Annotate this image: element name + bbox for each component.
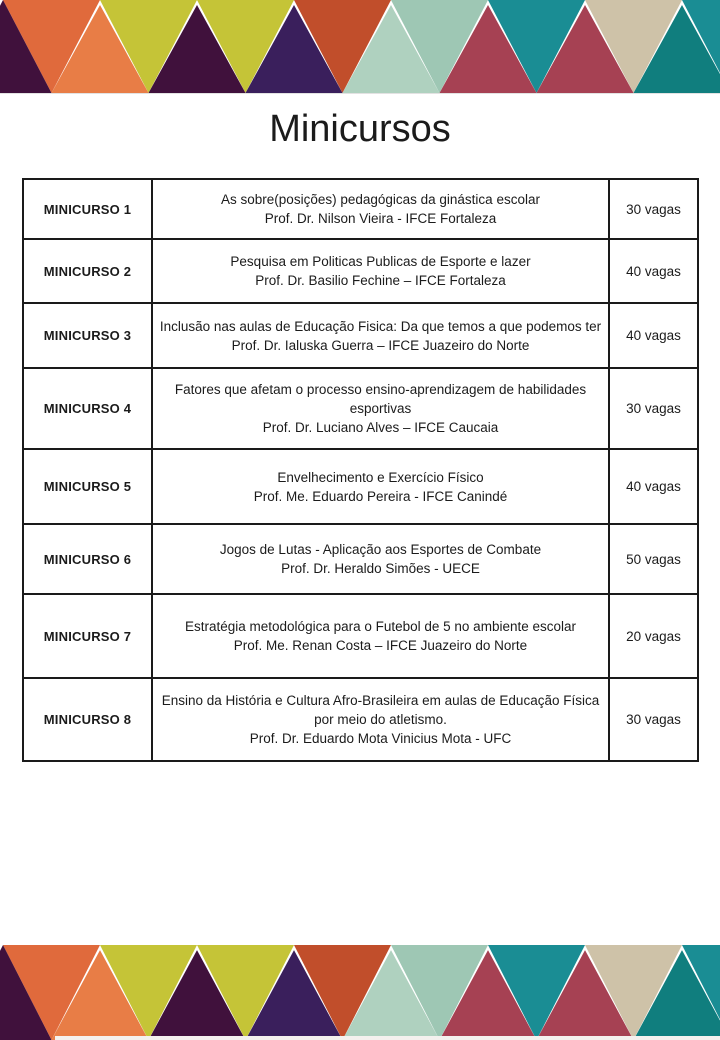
page-edge-strip <box>55 1036 720 1040</box>
course-title: Envelhecimento e Exercício Físico <box>277 469 484 485</box>
course-title: As sobre(posições) pedagógicas da ginástica escolar <box>221 192 540 207</box>
course-label: MINICURSO 4 <box>43 401 132 416</box>
course-prof: Prof. Dr. Eduardo Mota Vinicius Mota - UFC <box>249 731 512 746</box>
course-title: Inclusão nas aulas de Educação Fisica: Da que temos a que podemos ter <box>159 318 602 334</box>
course-vagas-cell <box>609 303 698 368</box>
table-row <box>23 179 698 239</box>
vagas-count: 40 vagas <box>626 263 681 279</box>
table-row <box>23 368 698 449</box>
course-label-cell <box>23 678 152 761</box>
course-label-cell <box>23 594 152 678</box>
course-title: Ensino da História e Cultura Afro-Brasileira em aulas de Educação Física por meio do atletismo. <box>161 693 600 727</box>
vagas-count: 30 vagas <box>626 401 681 416</box>
course-vagas-cell <box>609 524 698 594</box>
course-label-cell <box>23 239 152 303</box>
course-prof: Prof. Me. Renan Costa – IFCE Juazeiro do Norte <box>233 638 528 653</box>
course-label-cell <box>23 368 152 449</box>
course-vagas-cell <box>609 179 698 239</box>
course-prof: Prof. Dr. Basilio Fechine – IFCE Fortaleza <box>255 273 506 288</box>
bottom-decoration-banner <box>0 945 720 1040</box>
course-title: Pesquisa em Politicas Publicas de Esporte e lazer <box>230 254 531 269</box>
course-prof: Prof. Dr. Luciano Alves – IFCE Caucaia <box>262 420 499 435</box>
minicursos-table <box>22 178 699 762</box>
page-title: Minicursos <box>269 108 451 150</box>
course-label: MINICURSO 5 <box>43 479 132 494</box>
course-label: MINICURSO 7 <box>43 628 132 644</box>
course-vagas-cell <box>609 449 698 524</box>
course-desc-cell <box>152 678 609 761</box>
vagas-count: 40 vagas <box>626 479 681 494</box>
course-desc-cell <box>152 368 609 449</box>
course-vagas-cell <box>609 239 698 303</box>
table-row <box>23 524 698 594</box>
vagas-count: 20 vagas <box>626 628 681 644</box>
course-desc-cell <box>152 524 609 594</box>
course-vagas-cell <box>609 368 698 449</box>
course-label-cell <box>23 179 152 239</box>
table-row <box>23 594 698 678</box>
course-label: MINICURSO 3 <box>43 328 132 343</box>
course-label: MINICURSO 6 <box>43 551 132 567</box>
minicursos-table-body <box>23 179 698 761</box>
course-prof: Prof. Dr. Ialuska Guerra – IFCE Juazeiro do Norte <box>231 337 530 353</box>
course-label-cell <box>23 524 152 594</box>
course-desc-cell <box>152 449 609 524</box>
course-label: MINICURSO 2 <box>43 263 132 279</box>
course-label: MINICURSO 8 <box>43 712 132 727</box>
vagas-count: 40 vagas <box>626 328 681 343</box>
top-decoration-banner <box>0 0 720 94</box>
course-label: MINICURSO 1 <box>43 201 132 217</box>
course-prof: Prof. Dr. Nilson Vieira - IFCE Fortaleza <box>264 211 497 226</box>
course-title: Fatores que afetam o processo ensino-aprendizagem de habilidades esportivas <box>174 382 587 416</box>
table-row <box>23 449 698 524</box>
course-desc-cell <box>152 594 609 678</box>
table-row <box>23 303 698 368</box>
course-vagas-cell <box>609 594 698 678</box>
course-title: Jogos de Lutas - Aplicação aos Esportes de Combate <box>219 542 542 557</box>
vagas-count: 50 vagas <box>626 551 681 567</box>
course-desc-cell <box>152 179 609 239</box>
vagas-count: 30 vagas <box>626 712 681 727</box>
course-label-cell <box>23 449 152 524</box>
course-label-cell <box>23 303 152 368</box>
course-vagas-cell <box>609 678 698 761</box>
course-desc-cell <box>152 303 609 368</box>
table-row <box>23 678 698 761</box>
course-title: Estratégia metodológica para o Futebol de 5 no ambiente escolar <box>185 619 576 634</box>
course-prof: Prof. Me. Eduardo Pereira - IFCE Canindé <box>253 488 508 504</box>
table-row <box>23 239 698 303</box>
course-desc-cell <box>152 239 609 303</box>
vagas-count: 30 vagas <box>626 201 681 217</box>
course-prof: Prof. Dr. Heraldo Simões - UECE <box>281 561 480 576</box>
